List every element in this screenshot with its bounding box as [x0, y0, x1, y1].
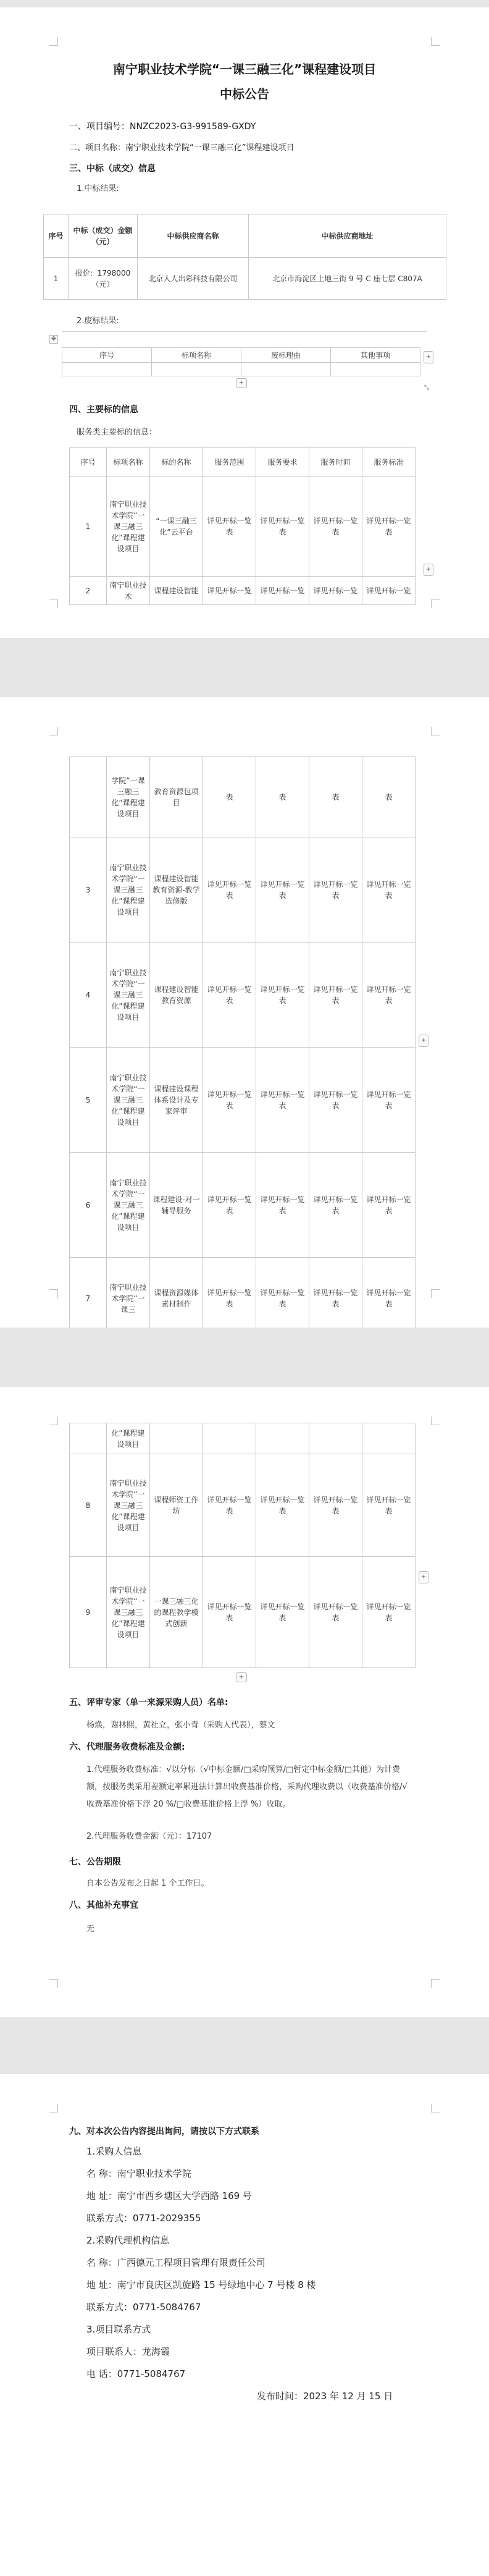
table-cell: 南宁职业技术学院“一课三融三化”课程建设项目: [107, 1153, 150, 1258]
agent-name: 名 称：广西德元工程项目管理有限责任公司: [86, 2257, 265, 2268]
table-cell: 详见开标一览表: [256, 477, 309, 577]
fee-heading: 六、代理服务收费标准及金额:: [69, 1742, 185, 1752]
table-cell: 详见开标一览表: [256, 1454, 309, 1557]
void-table-cell: [152, 363, 241, 376]
void-table: [62, 347, 420, 376]
table-cell: 南宁职业技术学院“一课三融三化”课程建设项目: [107, 1048, 150, 1153]
table-cell: 详见开标一览: [362, 577, 416, 605]
expert-heading: 五、评审专家（单一来源采购人员）名单:: [69, 1698, 228, 1708]
add-column-button[interactable]: +: [419, 1035, 428, 1047]
agent-address: 地 址：南宁市良庆区凯旋路 15 号绿地中心 7 号楼 8 楼: [86, 2279, 316, 2290]
expert-list: 杨焕，谢林熙，黄社立，张小青（采购人代表），蔡文: [86, 1721, 275, 1730]
table-cell: 南宁职业技术学院“一课三融三化”课程建设项目: [107, 943, 150, 1048]
project-contact-person: 项目联系人：龙海霞: [86, 2346, 170, 2357]
table-cell: 详见开标一览表: [309, 837, 362, 943]
table-cell: 5: [70, 1048, 107, 1153]
table-cell: 表: [203, 757, 256, 837]
table-cell: 学院“一课三融三化”课程建设项目: [107, 757, 150, 837]
page-corner-mark: [431, 2104, 440, 2112]
table-cell: 详见开标一览表: [203, 1153, 256, 1258]
fee-amount: 2.代理服务收费金额（元）：17107: [86, 1832, 212, 1841]
page-corner-mark: [431, 727, 440, 735]
table-cell: 南宁职业技术学院“一课三融三化”课程建设项目: [107, 477, 150, 577]
table-cell: 3: [70, 837, 107, 943]
table-cell: 课程建设-对一辅导服务: [150, 1153, 203, 1258]
table-cell: [203, 1423, 256, 1454]
table-cell: 详见开标一览: [309, 577, 362, 605]
add-column-button[interactable]: +: [424, 351, 433, 363]
page-corner-mark: [431, 1979, 440, 1988]
table-cell: 详见开标一览表: [362, 1454, 416, 1557]
add-column-button[interactable]: +: [424, 564, 433, 576]
table-cell: 详见开标一览表: [309, 1048, 362, 1153]
target-table: [69, 447, 416, 605]
target-table-header: 标项名称: [107, 448, 150, 477]
table-cell: 详见开标一览表: [256, 1258, 309, 1328]
page-corner-mark: [49, 37, 58, 46]
table-cell: 详见开标一览表: [309, 943, 362, 1048]
table-cell: 详见开标一览表: [362, 1048, 416, 1153]
void-table-header: 标项名称: [152, 348, 241, 363]
table-cell: 详见开标一览表: [203, 477, 256, 577]
table-cell: 4: [70, 943, 107, 1048]
target-table-header: 服务时间: [309, 448, 362, 477]
void-table-cell: [331, 363, 420, 376]
table-cell: 详见开标一览表: [256, 1557, 309, 1668]
add-row-button[interactable]: +: [236, 1672, 247, 1682]
page-corner-mark: [49, 1979, 58, 1988]
table-cell: 详见开标一览表: [309, 1153, 362, 1258]
page-3: [0, 1387, 489, 2017]
resize-handle[interactable]: ⤡: [424, 384, 429, 391]
table-cell: 详见开标一览表: [309, 1557, 362, 1668]
table-cell: 南宁职业技术学院“一课三: [107, 1258, 150, 1328]
table-cell: 南宁职业技术: [107, 577, 150, 605]
purchaser-phone: 联系方式：0771-2029355: [86, 2213, 201, 2224]
page-4: [0, 2074, 489, 2576]
table-cell: 南宁职业技术学院“一课三融三化”课程建设项目: [107, 1454, 150, 1557]
win-table-cell: 北京市海淀区上地三街 9 号 C 座七层 C807A: [249, 258, 446, 300]
page-corner-mark: [431, 600, 440, 608]
table-move-handle[interactable]: ✥: [49, 335, 58, 344]
void-table-header: 序号: [62, 348, 152, 363]
table-cell: 课程资源媒体素材制作: [150, 1258, 203, 1328]
table-cell: 课程建设智能: [150, 577, 203, 605]
project-name: 二、项目名称：南宁职业技术学院“一课三融三化”课程建设项目: [69, 143, 295, 153]
table-cell: [70, 1423, 107, 1454]
page-corner-mark: [49, 600, 58, 608]
table-cell: 详见开标一览表: [309, 1454, 362, 1557]
agent-title: 2.采购代理机构信息: [86, 2235, 170, 2246]
table-cell: 课程师资工作坊: [150, 1454, 203, 1557]
table-cell: 详见开标一览: [256, 577, 309, 605]
table-cell: 详见开标一览表: [203, 837, 256, 943]
win-table-cell: 1: [44, 258, 69, 300]
table-cell: 详见开标一览表: [309, 477, 362, 577]
page-corner-mark: [49, 2104, 58, 2112]
table-cell: 详见开标一览: [203, 577, 256, 605]
table-cell: 表: [256, 757, 309, 837]
table-cell: 详见开标一览表: [256, 837, 309, 943]
target-table-header: 标的名称: [150, 448, 203, 477]
table-cell: 课程建设课程体系设计及专家评审: [150, 1048, 203, 1153]
main-heading: 四、主要标的信息: [69, 405, 138, 415]
table-cell: 9: [70, 1557, 107, 1668]
target-table-continued: [69, 1423, 416, 1668]
page-corner-mark: [431, 1417, 440, 1425]
project-contact-title: 3.项目联系方式: [86, 2324, 151, 2335]
table-cell: 7: [70, 1258, 107, 1328]
win-table-header: 中标供应商地址: [249, 214, 446, 258]
table-cell: 详见开标一览表: [203, 1454, 256, 1557]
page-corner-mark: [49, 727, 58, 735]
win-table-header: 序号: [44, 214, 69, 258]
void-sub-heading: 2.废标结果:: [77, 316, 119, 326]
project-number: 一、项目编号：NNZC2023-G3-991589-GXDY: [69, 122, 256, 132]
target-table-header: 服务范围: [203, 448, 256, 477]
win-table-header: 中标供应商名称: [138, 214, 249, 258]
table-cell: 1: [70, 477, 107, 577]
notice-heading: 七、公告期限: [69, 1857, 121, 1867]
table-cell: 8: [70, 1454, 107, 1557]
table-cell: 表: [309, 757, 362, 837]
table-cell: 化”课程建设项目: [107, 1423, 150, 1454]
table-cell: 详见开标一览表: [362, 1153, 416, 1258]
table-cell: 详见开标一览表: [362, 477, 416, 577]
fee-standard-text: 1.代理服务收费标准：√以分标（√中标金额/□采购预算/□暂定中标金额/□其他）为计费额，按服务类采用差额定率累进法计算出收费基准价格，采购代理收费以（收费基准价格/√收费基准价格下浮 20 %/□收费基准价格上浮 %）收取。: [86, 1765, 408, 1809]
page-corner-mark: [431, 37, 440, 46]
table-cell: 课程建设智能教育资源: [150, 943, 203, 1048]
divider: [62, 331, 427, 332]
void-table-cell: [241, 363, 331, 376]
table-cell: 南宁职业技术学院“一课三融三化”课程建设项目: [107, 1557, 150, 1668]
table-cell: [150, 1423, 203, 1454]
table-cell: [256, 1423, 309, 1454]
table-cell: 课程建设智能教育资源-教学选修版: [150, 837, 203, 943]
add-column-button[interactable]: +: [419, 1571, 428, 1583]
main-sub-heading: 服务类主要标的信息：: [77, 428, 157, 437]
table-cell: [309, 1423, 362, 1454]
win-table-cell: 报价：1798000（元）: [69, 258, 138, 300]
table-cell: 详见开标一览表: [362, 943, 416, 1048]
purchaser-title: 1.采购人信息: [86, 2146, 142, 2157]
page-corner-mark: [49, 1417, 58, 1425]
table-cell: 详见开标一览表: [256, 1048, 309, 1153]
void-table-cell: [62, 363, 152, 376]
table-cell: 表: [362, 757, 416, 837]
other-heading: 八、其他补充事宜: [69, 1900, 138, 1910]
table-cell: 南宁职业技术学院“一课三融三化”课程建设项目: [107, 837, 150, 943]
page-2: [0, 697, 489, 1328]
add-row-button[interactable]: +: [236, 378, 247, 388]
table-cell: 详见开标一览表: [256, 1153, 309, 1258]
contact-heading: 九、对本次公告内容提出询问，请按以下方式联系: [69, 2127, 259, 2137]
table-cell: 2: [70, 577, 107, 605]
void-table-header: 其他事项: [331, 348, 420, 363]
publish-date: 发布时间：2023 年 12 月 15 日: [257, 2391, 393, 2402]
page-1: [0, 7, 489, 638]
target-table-continued: [69, 756, 416, 1328]
doc-title: 南宁职业技术学院“一课三融三化”课程建设项目: [112, 62, 377, 77]
result-heading: 三、中标（成交）信息: [69, 164, 156, 174]
notice-text: 自本公告发布之日起 1 个工作日。: [86, 1879, 209, 1888]
win-table: [43, 214, 446, 300]
project-contact-phone: 电 话：0771-5084767: [86, 2368, 186, 2379]
agent-phone: 联系方式：0771-5084767: [86, 2302, 201, 2313]
table-cell: 6: [70, 1153, 107, 1258]
target-table-header: 服务标准: [362, 448, 416, 477]
table-cell: 一课三融三化的课程教学模式创新: [150, 1557, 203, 1668]
result-sub-heading: 1.中标结果:: [77, 184, 119, 193]
table-cell: 详见开标一览表: [362, 837, 416, 943]
table-cell: 详见开标一览表: [256, 943, 309, 1048]
table-cell: 教育资源包项目: [150, 757, 203, 837]
page-corner-mark: [431, 1289, 440, 1298]
table-cell: 详见开标一览表: [203, 943, 256, 1048]
table-cell: “一课三融三化”云平台: [150, 477, 203, 577]
table-cell: 详见开标一览表: [362, 1557, 416, 1668]
target-table-header: 服务要求: [256, 448, 309, 477]
other-text: 无: [86, 1925, 95, 1934]
page-corner-mark: [49, 1289, 58, 1298]
purchaser-name: 名 称：南宁职业技术学院: [86, 2168, 191, 2179]
target-table-header: 序号: [70, 448, 107, 477]
table-cell: 详见开标一览表: [309, 1258, 362, 1328]
win-table-cell: 北京人人出彩科技有限公司: [138, 258, 249, 300]
table-cell: 详见开标一览表: [203, 1258, 256, 1328]
table-cell: 详见开标一览表: [362, 1258, 416, 1328]
table-cell: 详见开标一览表: [203, 1557, 256, 1668]
purchaser-address: 地 址：南宁市西乡塘区大学西路 169 号: [86, 2190, 252, 2201]
table-cell: [362, 1423, 416, 1454]
win-table-header: 中标（成交）金额（元）: [69, 214, 138, 258]
doc-subtitle: 中标公告: [220, 87, 269, 101]
void-table-header: 废标理由: [241, 348, 331, 363]
table-cell: 详见开标一览表: [203, 1048, 256, 1153]
table-cell: [70, 757, 107, 837]
